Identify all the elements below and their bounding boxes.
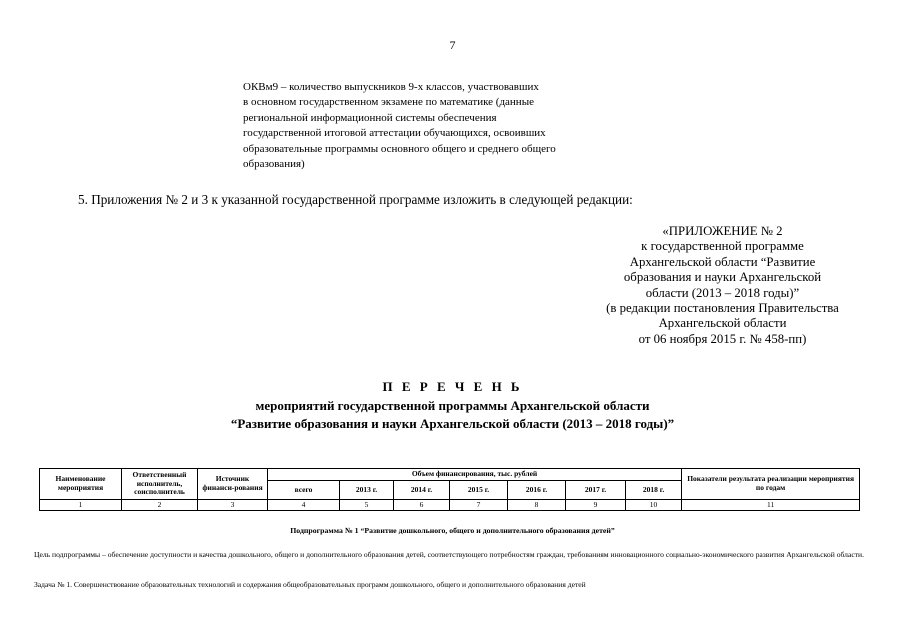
header-year: 2014 г. xyxy=(394,481,450,500)
appendix-line: «ПРИЛОЖЕНИЕ № 2 xyxy=(662,224,783,238)
page-number: 7 xyxy=(449,38,456,52)
header-result-indicators: Показатели результата реализации мероприятия по годам xyxy=(682,469,860,500)
definition-line: государственной итоговой аттестации обучающихся, освоивших xyxy=(243,127,546,140)
header-measure-name: Наименование мероприятия xyxy=(40,469,122,500)
list-title: П Е Р Е Ч Е Н Ь xyxy=(382,379,523,394)
header-year: 2015 г. xyxy=(450,481,508,500)
header-year: 2016 г. xyxy=(508,481,566,500)
appendix-line: от 06 ноября 2015 г. № 458-пп) xyxy=(638,331,807,346)
financing-table xyxy=(39,468,860,511)
definition-line: образовательные программы основного общего и среднего общего xyxy=(243,142,556,155)
column-number-row xyxy=(40,500,860,511)
appendix-line: Архангельской области xyxy=(658,316,787,331)
program-name: “Развитие образования и науки Архангельской области (2013 – 2018 годы)” xyxy=(230,416,675,431)
header-year: 2018 г. xyxy=(626,481,682,500)
column-number: 8 xyxy=(508,500,566,511)
column-number: 10 xyxy=(626,500,682,511)
definition-line: ОКВм9 – количество выпускников 9-х классов, участвовавших xyxy=(243,81,539,93)
column-number: 3 xyxy=(198,500,268,511)
appendix-line: (в редакции постановления Правительства xyxy=(606,301,839,316)
header-funding-source: Источник финанси-рования xyxy=(198,469,268,500)
appendix-header xyxy=(575,224,870,347)
header-year: 2017 г. xyxy=(566,481,626,500)
header-financing-volume: Объем финансирования, тыс. рублей xyxy=(268,469,682,481)
header-year: 2013 г. xyxy=(340,481,394,500)
item-5-paragraph: 5. Приложения № 2 и 3 к указанной государственной программе изложить в следующей редакции: xyxy=(78,192,633,207)
list-subtitle: мероприятий государственной программы Архангельской области xyxy=(255,398,650,413)
subprogram-title: Подпрограмма № 1 “Развитие дошкольного, общего и дополнительного образования детей” xyxy=(290,526,615,535)
definition-line: региональной информационной системы обеспечения xyxy=(243,111,497,124)
definition-line: образования) xyxy=(243,158,305,171)
indicator-definition xyxy=(243,80,643,172)
header-total: всего xyxy=(268,481,340,500)
column-number: 6 xyxy=(394,500,450,511)
column-number: 9 xyxy=(566,500,626,511)
column-number: 5 xyxy=(340,500,394,511)
appendix-line: Архангельской области “Развитие xyxy=(629,254,816,269)
appendix-line: образования и науки Архангельской xyxy=(623,270,822,285)
appendix-line: к государственной программе xyxy=(641,239,804,254)
column-number: 4 xyxy=(268,500,340,511)
column-number: 11 xyxy=(682,500,860,511)
column-number: 7 xyxy=(450,500,508,511)
column-number: 1 xyxy=(40,500,122,511)
definition-line: в основном государственном экзамене по математике (данные xyxy=(243,96,534,109)
appendix-line: области (2013 – 2018 годы)” xyxy=(645,285,800,300)
header-executor: Ответственный исполнитель, соисполнитель xyxy=(122,469,198,500)
task-1: Задача № 1. Совершенствование образовательных технологий и содержания общеобразовательных программ дошкольного, общего и дополнительного образования детей xyxy=(34,580,586,589)
column-number: 2 xyxy=(122,500,198,511)
subprogram-goal: Цель подпрограммы – обеспечение доступности и качества дошкольного, общего и дополнительного образования детей, соответствующего потребностям граждан, требованиям инновационного социально-экономического развития Архангельской области. xyxy=(34,550,864,559)
